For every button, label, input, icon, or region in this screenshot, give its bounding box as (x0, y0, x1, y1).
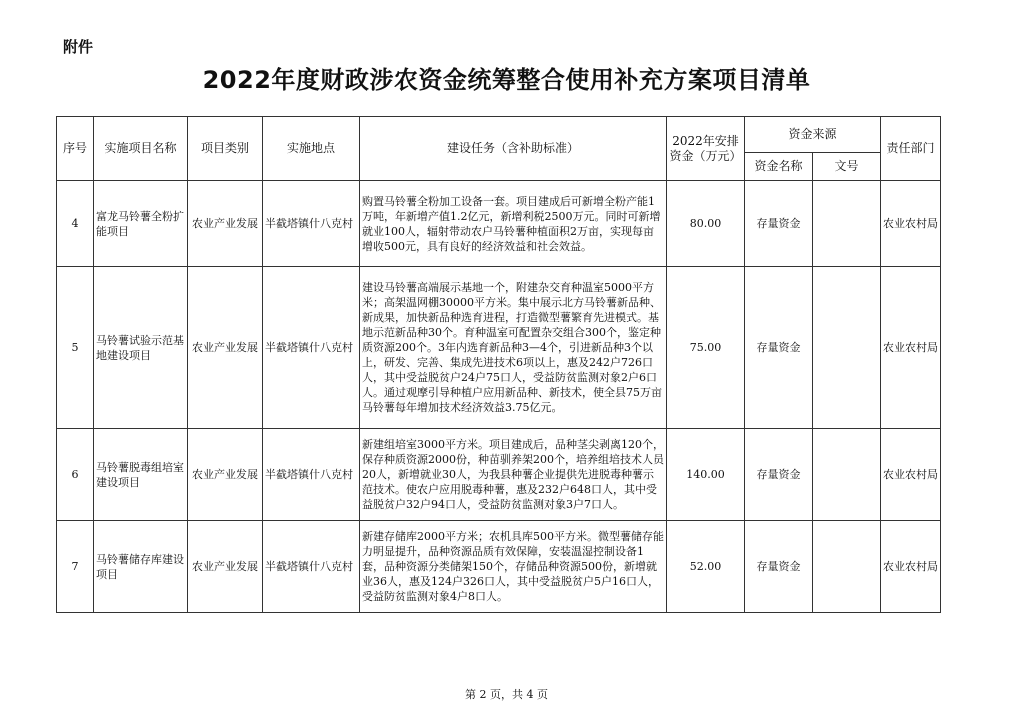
cell-task: 新建组培室3000平方米。项目建成后，品种茎尖剥离120个，保存种质资源2000份，种苗驯养架200个，培养组培技术人员20人，新增就业30人，为我县种薯企业提供先进脱毒种薯示范技术。使农户应用脱毒种薯，惠及232户648口人，其中受益脱贫户32户94口人，受益防贫监测对象3户7口人。 (360, 429, 667, 521)
header-location: 实施地点 (263, 117, 360, 181)
cell-category: 农业产业发展 (188, 521, 263, 613)
cell-category: 农业产业发展 (188, 267, 263, 429)
cell-seq: 5 (57, 267, 94, 429)
cell-amount: 140.00 (667, 429, 745, 521)
header-fund-name: 资金名称 (745, 153, 813, 181)
cell-category: 农业产业发展 (188, 181, 263, 267)
cell-task: 购置马铃薯全粉加工设备一套。项目建成后可新增全粉产能1万吨，年新增产值1.2亿元，新增利税2500万元。同时可新增就业100人，辐射带动农户马铃薯种植面积2万亩，实现每亩增收500元，具有良好的经济效益和社会效益。 (360, 181, 667, 267)
cell-amount: 80.00 (667, 181, 745, 267)
header-category: 项目类别 (188, 117, 263, 181)
cell-amount: 52.00 (667, 521, 745, 613)
cell-department: 农业农村局 (881, 181, 941, 267)
header-project-name: 实施项目名称 (94, 117, 188, 181)
cell-location: 半截塔镇什八克村 (263, 267, 360, 429)
header-task: 建设任务（含补助标准） (360, 117, 667, 181)
attachment-label: 附件 (63, 38, 94, 56)
header-seq: 序号 (57, 117, 94, 181)
cell-seq: 4 (57, 181, 94, 267)
table-row (57, 181, 941, 267)
cell-location: 半截塔镇什八克村 (263, 429, 360, 521)
cell-location: 半截塔镇什八克村 (263, 521, 360, 613)
header-department: 责任部门 (881, 117, 941, 181)
cell-task: 新建存储库2000平方米；农机具库500平方米。微型薯储存能力明显提升，品种资源品质有效保障，安装温湿控制设备1套，品种资源分类储架150个，存储品种资源500份，新增就业36人，惠及124户326口人，其中受益脱贫户5户16口人，受益防贫监测对象4户8口人。 (360, 521, 667, 613)
cell-doc-no (813, 267, 881, 429)
cell-fund-name: 存量资金 (745, 521, 813, 613)
cell-department: 农业农村局 (881, 521, 941, 613)
cell-project-name: 富龙马铃薯全粉扩能项目 (94, 181, 188, 267)
cell-doc-no (813, 521, 881, 613)
cell-project-name: 马铃薯储存库建设项目 (94, 521, 188, 613)
header-fund-source: 资金来源 (745, 117, 881, 153)
cell-category: 农业产业发展 (188, 429, 263, 521)
cell-department: 农业农村局 (881, 267, 941, 429)
page-footer: 第 2 页，共 4 页 (465, 688, 548, 701)
cell-amount: 75.00 (667, 267, 745, 429)
project-table (56, 116, 941, 613)
cell-doc-no (813, 181, 881, 267)
cell-department: 农业农村局 (881, 429, 941, 521)
cell-seq: 7 (57, 521, 94, 613)
cell-task: 建设马铃薯高端展示基地一个，附建杂交育种温室5000平方米；高架温网棚30000平方米。集中展示北方马铃薯新品种、新成果，加快新品种选育进程，打造微型薯繁育先进模式。基地示范新品种30个。育种温室可配置杂交组合300个，鉴定种质资源200个。3年内选育新品种3—4个，引进新品种3个以上，研发、完善、集成先进技术6项以上，惠及242户726口人，其中受益脱贫户24户75口人，受益防贫监测对象2户6口人。通过观摩引导种植户应用新品种、新技术，使全县75万亩马铃薯每年增加技术经济效益3.75亿元。 (360, 267, 667, 429)
table-row (57, 429, 941, 521)
page-title: 2022年度财政涉农资金统筹整合使用补充方案项目清单 (202, 66, 811, 94)
cell-seq: 6 (57, 429, 94, 521)
cell-fund-name: 存量资金 (745, 429, 813, 521)
table-row (57, 521, 941, 613)
table-row (57, 267, 941, 429)
cell-project-name: 马铃薯脱毒组培室建设项目 (94, 429, 188, 521)
cell-fund-name: 存量资金 (745, 267, 813, 429)
cell-fund-name: 存量资金 (745, 181, 813, 267)
cell-doc-no (813, 429, 881, 521)
header-doc-no: 文号 (813, 153, 881, 181)
cell-project-name: 马铃薯试验示范基地建设项目 (94, 267, 188, 429)
cell-location: 半截塔镇什八克村 (263, 181, 360, 267)
header-amount: 2022年安排资金（万元） (667, 117, 745, 181)
